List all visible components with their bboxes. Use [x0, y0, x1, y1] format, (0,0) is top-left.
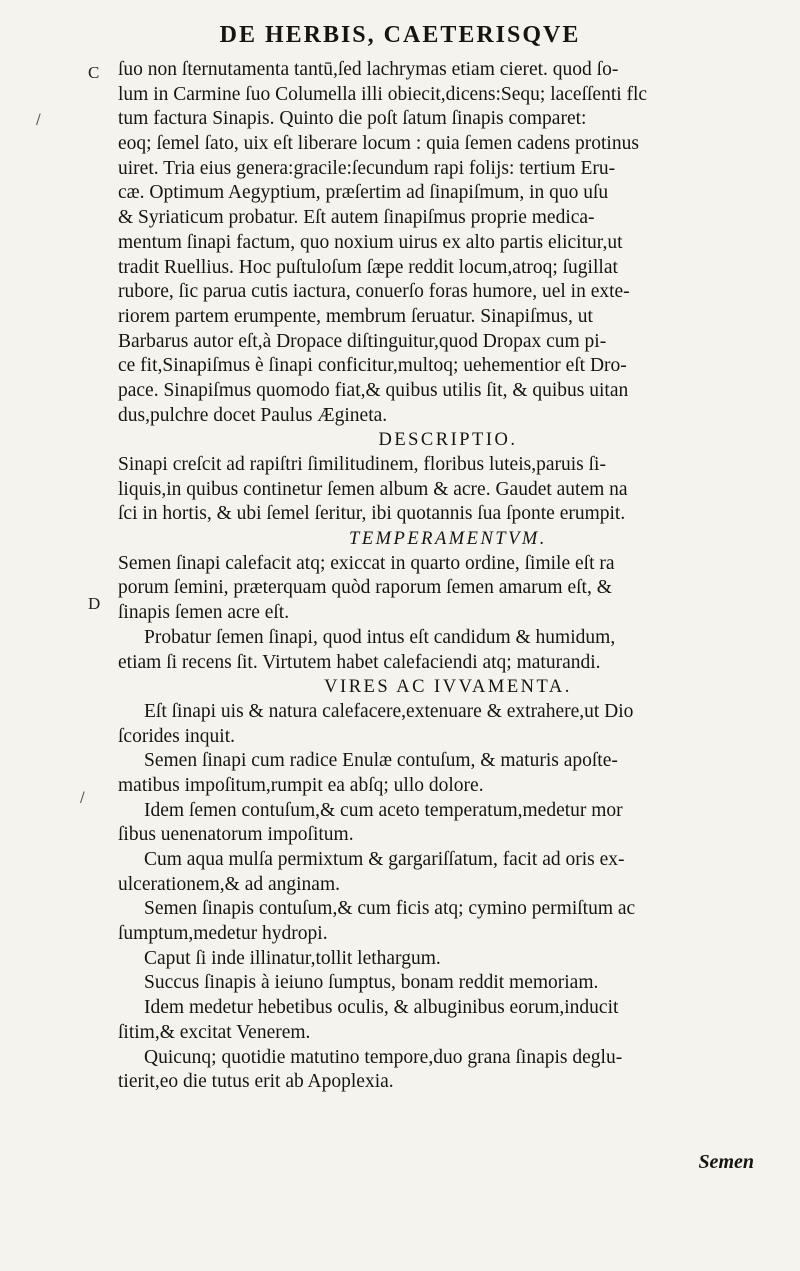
section-heading-temperamentum: TEMPERAMENTVM. [349, 529, 547, 550]
main-text [118, 58, 778, 1095]
text-line: Semen ſinapi calefacit atq; exiccat in quarto ordine, ſimile eſt ra [118, 552, 615, 574]
text-line: Quicunq; quotidie matutino tempore,duo grana ſinapis deglu- [144, 1046, 623, 1068]
text-line: Barbarus autor eſt,à Dropace diſtinguitur,quod Dropax cum pi- [118, 330, 607, 352]
text-line: Semen ſinapis contuſum,& cum ficis atq; cymino permiſtum ac [144, 898, 636, 920]
text-line: lum in Carmine ſuo Columella illi obiecit,dicens:Sequ; laceſſenti flc [118, 83, 648, 105]
text-line: pace. Sinapiſmus quomodo fiat,& quibus utilis ſit, & quibus uitan [118, 379, 629, 401]
margin-letter-d: D [88, 594, 101, 613]
text-line: Idem medetur hebetibus oculis, & albuginibus eorum,inducit [144, 997, 619, 1019]
running-header: DE HERBIS, CAETERISQVE [219, 22, 581, 48]
paragraph-2 [118, 453, 778, 527]
text-line: ſcorides inquit. [118, 725, 235, 747]
text-line: uiret. Tria eius genera:gracile:ſecundum rapi folijs: tertium Eru- [118, 157, 616, 179]
text-line: Cum aqua mulſa permixtum & gargariſſatum, facit ad oris ex- [144, 849, 625, 870]
text-line: ſitim,& excitat Venerem. [118, 1021, 311, 1043]
paragraph-3 [118, 552, 778, 675]
text-line: eoq; ſemel ſato, uix eſt liberare locum : quia ſemen cadens protinus [118, 133, 639, 155]
text-line: etiam ſi recens ſit. Virtutem habet calefaciendi atq; maturandi. [118, 651, 601, 673]
text-line: tradit Ruellius. Hoc puſtuloſum ſæpe reddit locum,atroq; ſugillat [118, 256, 618, 278]
text-line: Sinapi creſcit ad rapiſtri ſimilitudinem, floribus luteis,paruis ſi- [118, 454, 606, 475]
text-line: Succus ſinapis à ieiuno ſumptus, bonam reddit memoriam. [144, 972, 599, 994]
text-line: riorem partem erumpente, membrum ſeruatur. Sinapiſmus, ut [118, 305, 593, 327]
margin-tick-mark: / [36, 112, 41, 128]
text-line: Probatur ſemen ſinapi, quod intus eſt candidum & humidum, [144, 626, 616, 648]
text-line: liquis,in quibus continetur ſemen album & acre. Gaudet autem na [118, 478, 628, 500]
text-line: ſci in hortis, & ubi ſemel ſeritur, ibi quotannis ſua ſponte erumpit. [118, 503, 626, 525]
text-line: ſibus uenenatorum impoſitum. [118, 824, 354, 846]
text-line: tierit,eo die tutus erit ab Apoplexia. [118, 1071, 394, 1093]
text-line: dus,pulchre docet Paulus Ægineta. [118, 404, 388, 426]
text-line: tum factura Sinapis. Quinto die poſt ſatum ſinapis comparet: [118, 108, 587, 130]
text-line: ce fit,Sinapiſmus è ſinapi conficitur,multoq; uehementior eſt Dro- [118, 355, 627, 377]
text-line: & Syriaticum probatur. Eſt autem ſinapiſmus proprie medica- [118, 207, 595, 229]
text-line: ſinapis ſemen acre eſt. [118, 602, 290, 624]
text-line: ulcerationem,& ad anginam. [118, 873, 341, 895]
text-line: porum ſemini, præterquam quòd raporum ſemen amarum eſt, & [118, 577, 612, 599]
section-heading-descriptio: DESCRIPTIO. [378, 430, 518, 451]
text-line: Idem ſemen contuſum,& cum aceto temperatum,medetur mor [144, 799, 623, 821]
text-line: Eſt ſinapi uis & natura calefacere,extenuare & extrahere,ut Dio [144, 700, 634, 722]
margin-tick-mark: / [80, 790, 85, 806]
text-line: mentum ſinapi factum, quo noxium uirus ex alto partis elicitur,ut [118, 231, 623, 253]
paragraph-1 [118, 58, 778, 428]
text-line: ſuo non ſternutamenta tantū,ſed lachrymas etiam cieret. quod ſo- [118, 59, 619, 80]
catchword: Semen [698, 1151, 754, 1173]
text-line: Caput ſi inde illinatur,tollit lethargum. [144, 947, 441, 969]
text-line: ſumptum,medetur hydropi. [118, 923, 328, 945]
margin-letter-c: C [88, 63, 100, 82]
text-line: rubore, ſic parua cutis iactura, conuerſo foras humore, uel in exte- [118, 281, 630, 303]
text-line: cæ. Optimum Aegyptium, præſertim ad ſinapiſmum, in quo uſu [118, 182, 609, 204]
text-line: Semen ſinapi cum radice Enulæ contuſum, & maturis apoſte- [144, 750, 618, 772]
section-heading-vires: VIRES AC IVVAMENTA. [324, 677, 572, 698]
text-line: matibus impoſitum,rumpit ea abſq; ullo dolore. [118, 774, 484, 796]
paragraph-4 [118, 700, 778, 1095]
